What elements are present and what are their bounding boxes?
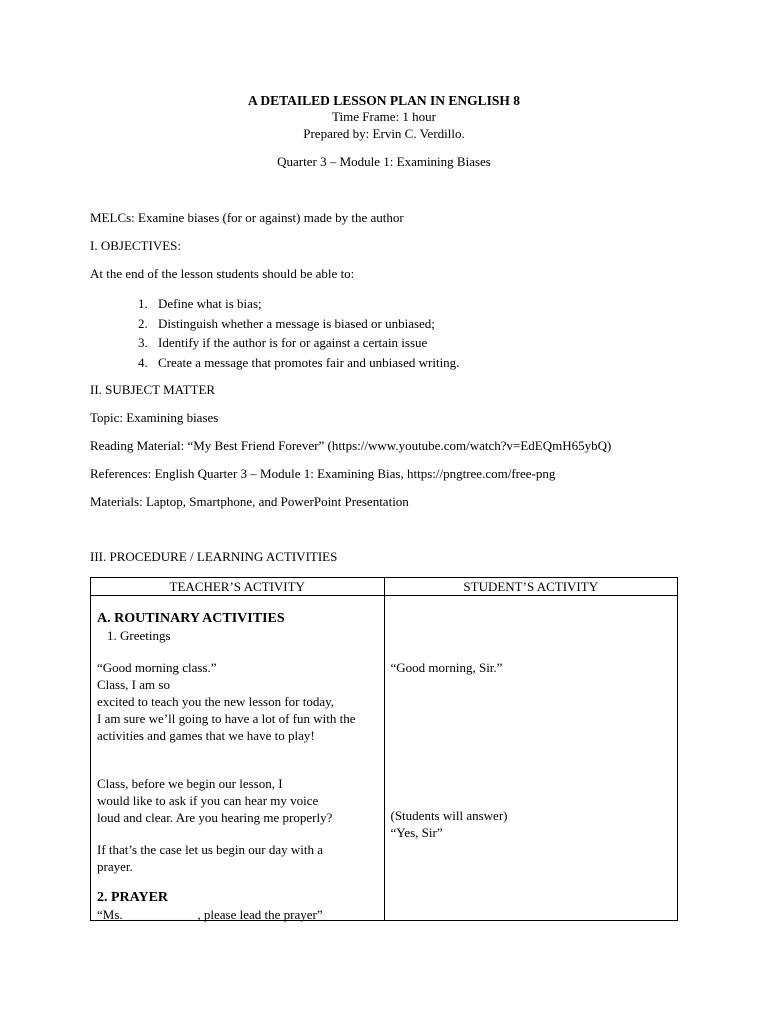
table-row	[91, 596, 678, 921]
references: References: English Quarter 3 – Module 1: Examining Bias, https://pngtree.com/free-png	[90, 466, 556, 481]
topic: Topic: Examining biases	[90, 410, 219, 425]
materials: Materials: Laptop, Smartphone, and PowerPoint Presentation	[90, 494, 409, 509]
time-frame: Time Frame: 1 hour	[332, 109, 436, 124]
prayer-line-start: “Ms.	[97, 907, 126, 922]
greetings-subheading: 1. Greetings	[107, 628, 171, 643]
student-line: (Students will answer)	[390, 808, 508, 823]
teacher-line: prayer.	[97, 859, 133, 874]
item-number: 2.	[138, 315, 148, 331]
prayer-line-end: , please lead the prayer”	[197, 907, 323, 922]
item-text: Define what is bias;	[158, 296, 262, 311]
item-number: 1.	[138, 296, 148, 311]
list-item	[138, 294, 459, 314]
procedure-heading: III. PROCEDURE / LEARNING ACTIVITIES	[90, 549, 338, 564]
prayer-line	[97, 907, 323, 924]
teacher-line: I am sure we’ll going to have a lot of fun with the	[97, 711, 356, 726]
table-header-row	[91, 578, 678, 596]
prepared-by: Prepared by: Ervin C. Verdillo.	[303, 126, 465, 141]
teacher-line: Class, I am so	[97, 677, 170, 692]
student-line: “Yes, Sir”	[390, 825, 443, 840]
routinary-activities-heading: A. ROUTINARY ACTIVITIES	[97, 611, 285, 626]
name-blank: ___________	[125, 907, 198, 922]
objectives-intro: At the end of the lesson students should be able to:	[90, 266, 355, 281]
item-text: Identify if the author is for or against a certain issue	[158, 335, 428, 350]
teacher-line: Class, before we begin our lesson, I	[97, 776, 283, 791]
item-text: Create a message that promotes fair and unbiased writing.	[158, 354, 460, 370]
module-title: Quarter 3 – Module 1: Examining Biases	[277, 154, 491, 169]
melcs: MELCs: Examine biases (for or against) made by the author	[90, 210, 404, 225]
teacher-line: activities and games that we have to play!	[97, 728, 315, 743]
item-number: 4.	[138, 354, 148, 370]
teacher-line: loud and clear. Are you hearing me properly?	[97, 810, 333, 825]
list-item	[138, 353, 459, 373]
teacher-line: “Good morning class.”	[97, 660, 217, 675]
list-item	[138, 314, 459, 334]
document-title: A DETAILED LESSON PLAN IN ENGLISH 8	[247, 93, 521, 108]
item-number: 3.	[138, 335, 148, 350]
student-activity-cell	[384, 596, 678, 921]
subject-matter-heading: II. SUBJECT MATTER	[90, 382, 216, 397]
teacher-line: would like to ask if you can hear my voice	[97, 793, 319, 808]
teacher-line: If that’s the case let us begin our day with a	[97, 842, 323, 857]
prayer-heading: 2. PRAYER	[97, 890, 169, 905]
procedure-table	[90, 577, 678, 921]
objectives-list	[138, 294, 459, 372]
list-item	[138, 333, 459, 353]
student-line: “Good morning, Sir.”	[390, 660, 503, 675]
student-column-header: STUDENT’S ACTIVITY	[384, 578, 678, 596]
objectives-heading: I. OBJECTIVES:	[90, 238, 181, 253]
reading-material: Reading Material: “My Best Friend Forever” (https://www.youtube.com/watch?v=EdEQmH65ybQ)	[90, 438, 612, 453]
teacher-column-header: TEACHER’S ACTIVITY	[91, 578, 385, 596]
teacher-activity-cell	[91, 596, 385, 921]
teacher-line: excited to teach you the new lesson for today,	[97, 694, 335, 709]
item-text: Distinguish whether a message is biased or unbiased;	[158, 315, 435, 331]
